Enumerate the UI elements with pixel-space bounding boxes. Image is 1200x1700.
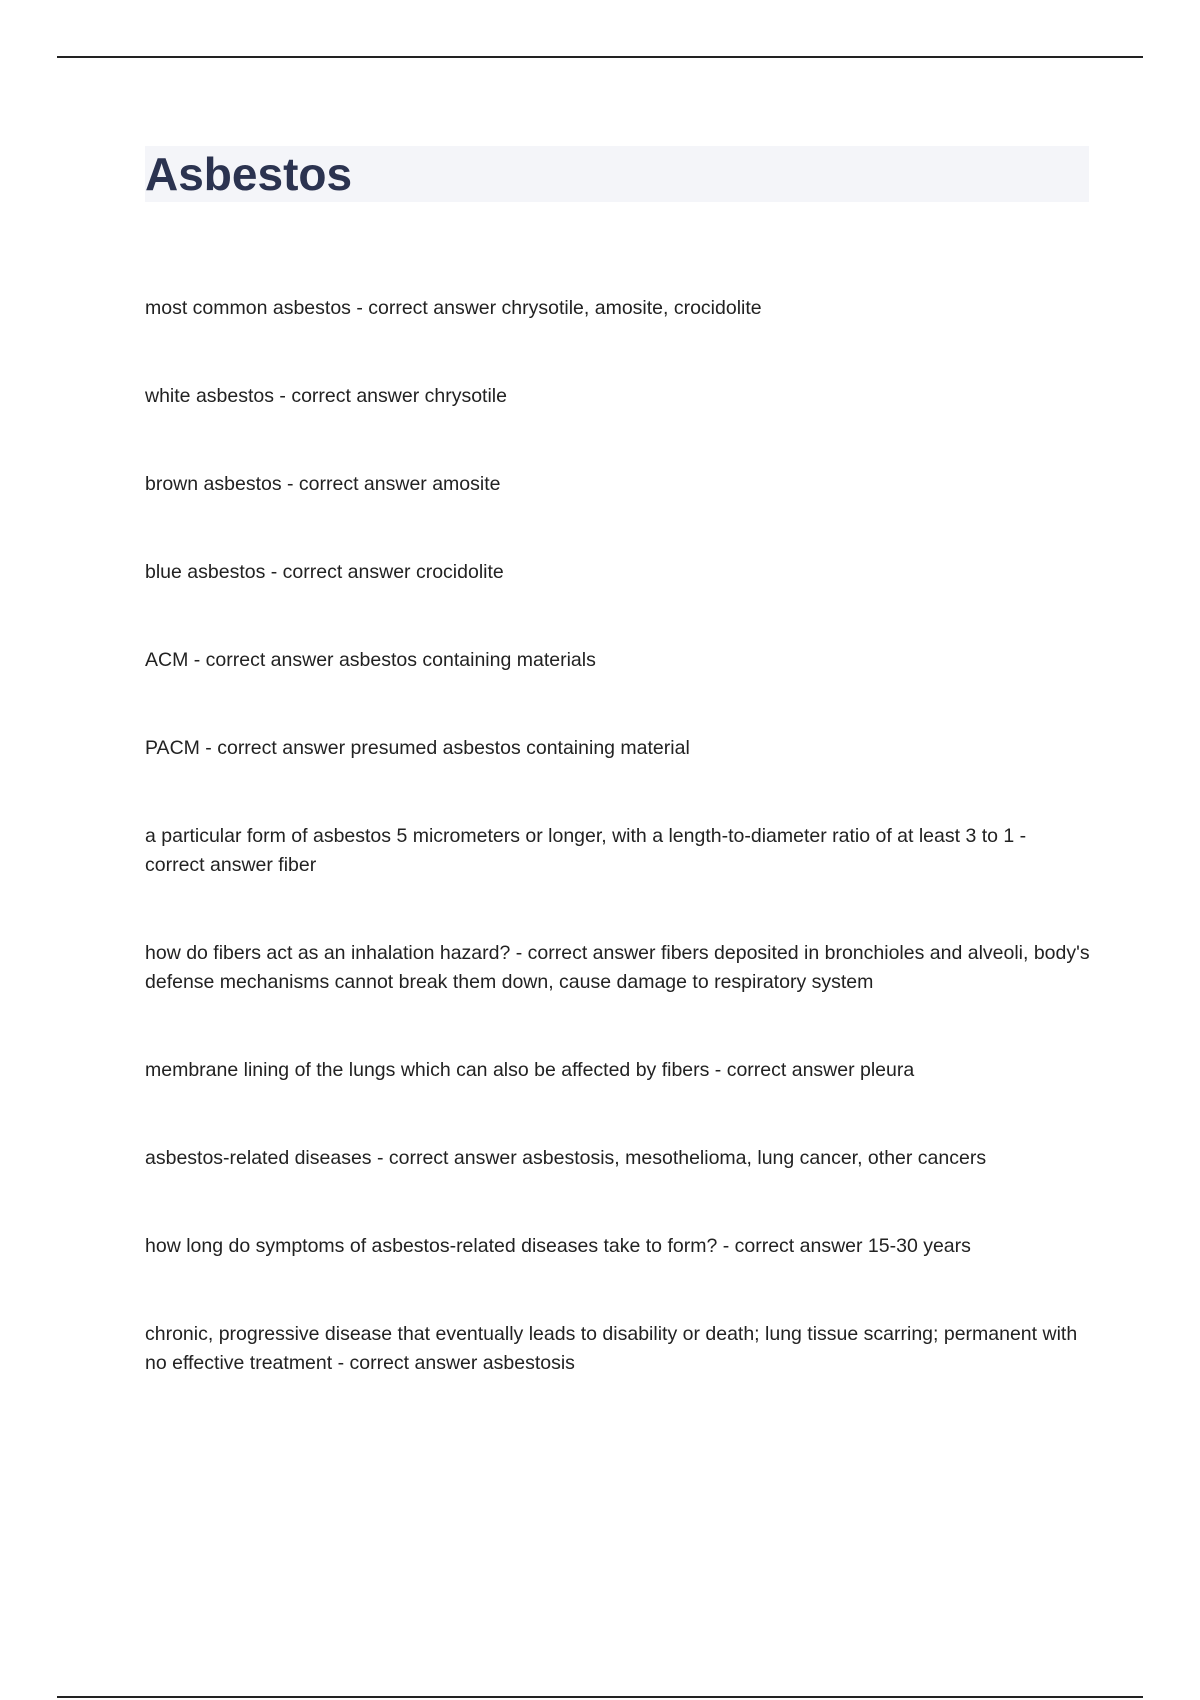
qa-item: a particular form of asbestos 5 micrometers or longer, with a length-to-diameter ratio of at least 3 to 1 - correct answer fiber bbox=[145, 825, 1027, 876]
qa-item: asbestos-related diseases - correct answer asbestosis, mesothelioma, lung cancer, other cancers bbox=[145, 1147, 987, 1169]
qa-item: how long do symptoms of asbestos-related diseases take to form? - correct answer 15-30 years bbox=[145, 1235, 971, 1257]
qa-item: membrane lining of the lungs which can also be affected by fibers - correct answer pleura bbox=[145, 1059, 915, 1081]
qa-item: chronic, progressive disease that eventually leads to disability or death; lung tissue scarring; permanent with no effective treatment - correct answer asbestosis bbox=[145, 1323, 1078, 1374]
bottom-divider bbox=[57, 1696, 1143, 1698]
qa-item: PACM - correct answer presumed asbestos containing material bbox=[145, 737, 690, 759]
top-divider bbox=[57, 56, 1143, 58]
qa-item: brown asbestos - correct answer amosite bbox=[145, 473, 501, 495]
qa-item: how do fibers act as an inhalation hazard? - correct answer fibers deposited in bronchioles and alveoli, body's defense mechanisms cannot break them down, cause damage to respiratory system bbox=[145, 942, 1090, 993]
qa-item: white asbestos - correct answer chrysotile bbox=[145, 385, 507, 407]
page-title: Asbestos bbox=[145, 148, 353, 200]
qa-item: most common asbestos - correct answer chrysotile, amosite, crocidolite bbox=[145, 297, 762, 319]
qa-list bbox=[145, 294, 1090, 1437]
qa-item: ACM - correct answer asbestos containing materials bbox=[145, 649, 596, 671]
qa-item: blue asbestos - correct answer crocidolite bbox=[145, 561, 504, 583]
